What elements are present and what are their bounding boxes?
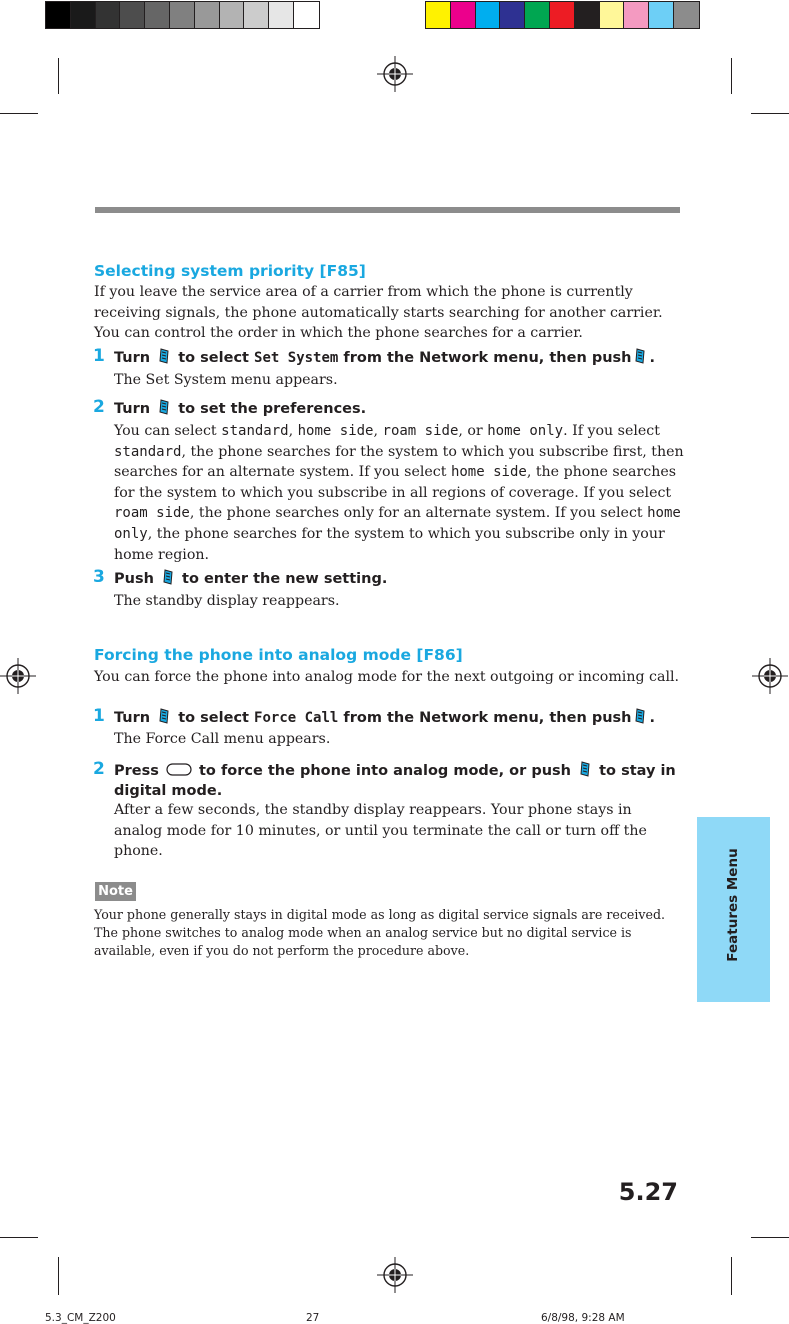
step-text: to enter the new setting. [182,571,388,587]
color-swatch [575,2,600,28]
step-instruction [114,399,689,419]
crop-mark [751,1237,789,1238]
lcd-menu-name: Force Call [254,710,339,726]
button-key-icon [166,763,192,776]
color-swatch [600,2,625,28]
color-swatch [525,2,550,28]
gray-color-bar [45,1,320,29]
step-result: After a few seconds, the standby display reappears. Your phone stays in analog mode for 10 minutes, or until you terminate the call or turn off the phone. [114,802,647,860]
body-text: , the phone searches for the system to which you subscribe only in your home region. [114,525,665,563]
step-text: from the Network menu, then push [343,350,632,366]
crop-mark [58,58,59,94]
note-label: Note [95,882,136,901]
crop-mark [58,1257,59,1295]
color-swatch [195,2,220,28]
body-text: . If you select [563,423,660,439]
step-result [114,421,684,565]
step-text: to select [178,350,249,366]
note-text: Your phone generally stays in digital mode as long as digital service signals are received. The phone switches to analog mode when an analog service but no digital service is available, even if you do not perform the procedure above. [94,907,666,958]
color-swatch [170,2,195,28]
color-swatch [624,2,649,28]
registration-mark-icon [375,54,415,94]
registration-mark-icon [375,1255,415,1295]
process-color-bar [425,1,700,29]
body-text: , [373,423,378,439]
section-heading-system-priority: Selecting system priority [F85] [94,262,366,280]
color-swatch [145,2,170,28]
page-number: 5.27 [618,1178,678,1206]
section-intro: You can force the phone into analog mode for the next outgoing or incoming call. [94,669,680,685]
registration-mark-icon [0,656,38,696]
color-swatch [244,2,269,28]
jog-dial-icon [633,348,647,365]
step-result: The standby display reappears. [114,593,340,609]
step-number: 3 [93,567,105,587]
step-text: Press [114,763,159,779]
step-text: Push [114,571,154,587]
step-instruction [114,569,689,589]
step-result: The Set System menu appears. [114,372,338,388]
chapter-tab-label: Features Menu [725,848,741,962]
step-text: to set the preferences. [178,401,367,417]
option-name: home side [450,464,527,481]
crop-mark [751,113,789,114]
step-text: to force the phone into analog mode, or push [199,763,571,779]
color-swatch [426,2,451,28]
step-text: to select [178,710,249,726]
color-swatch [46,2,71,28]
color-swatch [294,2,319,28]
step-text: Turn [114,710,151,726]
option-name: roam side [382,423,459,439]
step-text: Turn [114,401,151,417]
color-swatch [550,2,575,28]
step-number: 2 [93,759,105,779]
color-swatch [120,2,145,28]
color-swatch [674,2,699,28]
color-swatch [71,2,96,28]
footer-date: 6/8/98, 9:28 AM [541,1312,625,1324]
color-swatch [649,2,674,28]
crop-mark [731,1257,732,1295]
step-text: Turn [114,350,151,366]
jog-dial-icon [578,761,592,778]
step-instruction [114,761,689,781]
crop-mark [731,58,732,94]
step-text: to stay in [599,763,676,779]
jog-dial-icon [157,348,171,365]
footer-page: 27 [306,1312,320,1324]
step-number: 1 [93,346,105,366]
body-text: You can select [114,423,217,439]
footer-file-name: 5.3_CM_Z200 [45,1312,116,1324]
color-swatch [451,2,476,28]
jog-dial-icon [161,569,175,586]
option-name: home only [487,423,564,439]
jog-dial-icon [157,708,171,725]
section-intro: If you leave the service area of a carrier from which the phone is currently receiving signals, the phone automatically starts searching for another carrier. You can control the order in which the phone searches for a carrier. [94,284,663,342]
crop-mark [0,1237,38,1238]
option-name: home only [114,505,681,542]
header-rule [95,207,680,213]
step-text: from the Network menu, then push [343,710,632,726]
option-name: roam side [114,505,190,522]
jog-dial-icon [633,708,647,725]
body-text: , the phone searches for the system to which you subscribe first, then searches for an alternate system. If you select [114,443,684,481]
registration-mark-icon [750,656,789,696]
step-text: . [649,710,655,726]
body-text: , or [458,423,483,439]
body-text: , the phone searches only for an alternate system. If you select [189,505,643,522]
option-name: standard [114,443,182,460]
step-result: The Force Call menu appears. [114,731,331,747]
body-text: , [288,423,294,439]
crop-mark [0,113,38,114]
body-text: , the phone searches for the system to which you subscribe in all regions of coverage. If you select [114,464,677,501]
step-number: 1 [93,706,105,726]
step-number: 2 [93,397,105,417]
color-swatch [220,2,245,28]
jog-dial-icon [157,399,171,416]
color-swatch [269,2,294,28]
option-name: standard [221,423,289,439]
option-name: home side [297,423,374,439]
color-swatch [476,2,501,28]
color-swatch [96,2,121,28]
step-instruction [114,348,689,368]
lcd-menu-name: Set System [254,350,339,366]
step-instruction [114,708,689,728]
color-swatch [500,2,525,28]
step-instruction-cont: digital mode. [114,783,223,799]
step-text: . [649,350,655,366]
section-heading-analog-mode: Forcing the phone into analog mode [F86] [94,646,463,664]
